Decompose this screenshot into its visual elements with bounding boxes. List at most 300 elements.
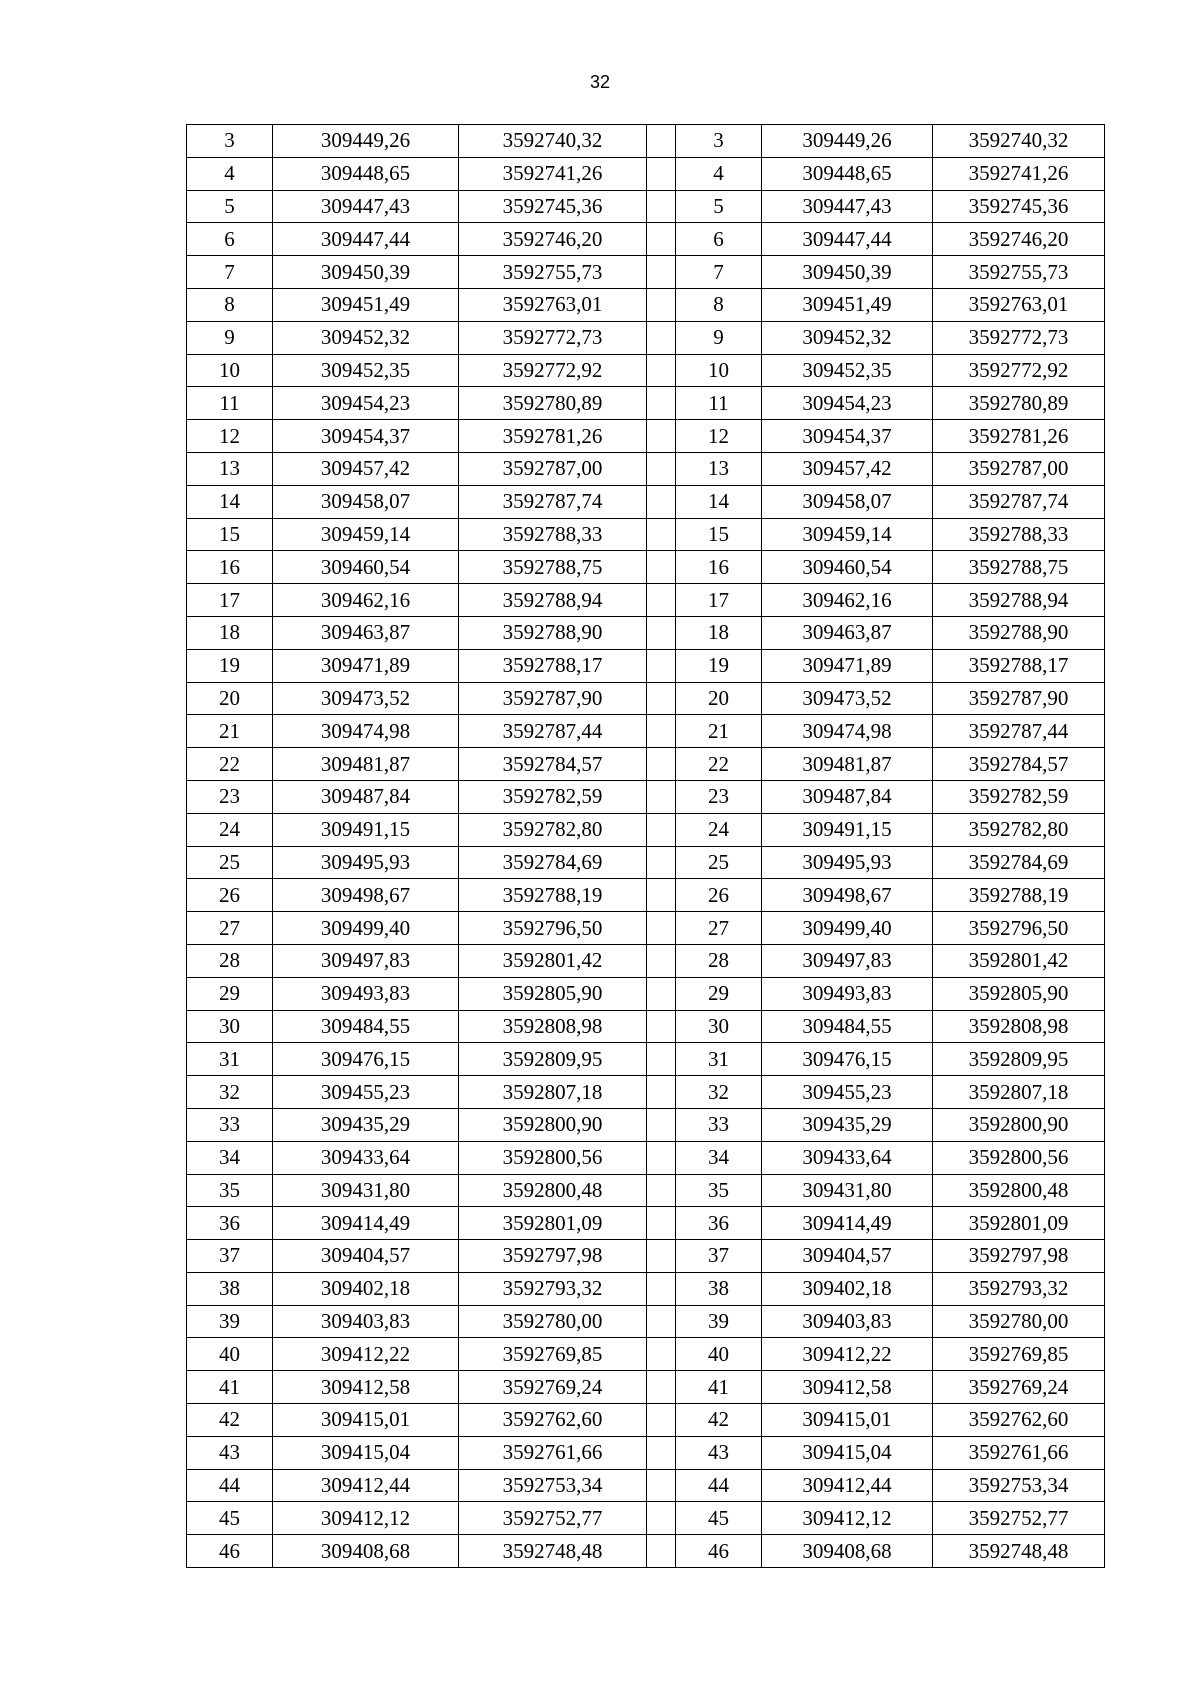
- right-x-coordinate: 309473,52: [762, 682, 933, 715]
- table-row: [187, 387, 1105, 420]
- table-row: [187, 1502, 1105, 1535]
- table-row: [187, 420, 1105, 453]
- left-point-number: 45: [187, 1502, 273, 1535]
- table-row: [187, 682, 1105, 715]
- right-x-coordinate: 309448,65: [762, 157, 933, 190]
- left-point-number: 27: [187, 912, 273, 945]
- right-y-coordinate: 3592772,92: [933, 354, 1105, 387]
- right-y-coordinate: 3592769,24: [933, 1371, 1105, 1404]
- left-y-coordinate: 3592808,98: [459, 1010, 647, 1043]
- table-row: [187, 1535, 1105, 1568]
- right-y-coordinate: 3592745,36: [933, 190, 1105, 223]
- left-point-number: 16: [187, 551, 273, 584]
- right-point-number: 46: [676, 1535, 762, 1568]
- right-x-coordinate: 309403,83: [762, 1305, 933, 1338]
- table-row: [187, 780, 1105, 813]
- separator-cell: [647, 452, 676, 485]
- left-point-number: 10: [187, 354, 273, 387]
- right-point-number: 14: [676, 485, 762, 518]
- left-point-number: 20: [187, 682, 273, 715]
- left-x-coordinate: 309451,49: [273, 288, 459, 321]
- separator-cell: [647, 912, 676, 945]
- separator-cell: [647, 1305, 676, 1338]
- table-row: [187, 190, 1105, 223]
- left-point-number: 35: [187, 1174, 273, 1207]
- left-x-coordinate: 309452,32: [273, 321, 459, 354]
- table-row: [187, 354, 1105, 387]
- left-x-coordinate: 309498,67: [273, 879, 459, 912]
- separator-cell: [647, 944, 676, 977]
- left-y-coordinate: 3592805,90: [459, 977, 647, 1010]
- left-point-number: 3: [187, 125, 273, 158]
- right-y-coordinate: 3592740,32: [933, 125, 1105, 158]
- table-row: [187, 748, 1105, 781]
- right-x-coordinate: 309402,18: [762, 1272, 933, 1305]
- left-y-coordinate: 3592752,77: [459, 1502, 647, 1535]
- right-y-coordinate: 3592761,66: [933, 1436, 1105, 1469]
- right-x-coordinate: 309497,83: [762, 944, 933, 977]
- table-row: [187, 912, 1105, 945]
- separator-cell: [647, 1010, 676, 1043]
- table-row: [187, 1371, 1105, 1404]
- separator-cell: [647, 748, 676, 781]
- right-x-coordinate: 309433,64: [762, 1141, 933, 1174]
- left-point-number: 34: [187, 1141, 273, 1174]
- right-y-coordinate: 3592788,90: [933, 616, 1105, 649]
- left-y-coordinate: 3592801,42: [459, 944, 647, 977]
- right-point-number: 10: [676, 354, 762, 387]
- left-point-number: 8: [187, 288, 273, 321]
- separator-cell: [647, 354, 676, 387]
- right-point-number: 5: [676, 190, 762, 223]
- left-y-coordinate: 3592780,00: [459, 1305, 647, 1338]
- left-point-number: 14: [187, 485, 273, 518]
- left-y-coordinate: 3592800,48: [459, 1174, 647, 1207]
- separator-cell: [647, 682, 676, 715]
- right-x-coordinate: 309455,23: [762, 1076, 933, 1109]
- separator-cell: [647, 1043, 676, 1076]
- left-point-number: 21: [187, 715, 273, 748]
- right-x-coordinate: 309452,35: [762, 354, 933, 387]
- left-x-coordinate: 309458,07: [273, 485, 459, 518]
- right-x-coordinate: 309462,16: [762, 584, 933, 617]
- left-point-number: 15: [187, 518, 273, 551]
- left-y-coordinate: 3592769,24: [459, 1371, 647, 1404]
- separator-cell: [647, 157, 676, 190]
- left-x-coordinate: 309474,98: [273, 715, 459, 748]
- right-y-coordinate: 3592800,56: [933, 1141, 1105, 1174]
- left-x-coordinate: 309459,14: [273, 518, 459, 551]
- left-x-coordinate: 309404,57: [273, 1240, 459, 1273]
- left-point-number: 6: [187, 223, 273, 256]
- table-row: [187, 584, 1105, 617]
- left-y-coordinate: 3592782,80: [459, 813, 647, 846]
- left-y-coordinate: 3592787,90: [459, 682, 647, 715]
- right-y-coordinate: 3592787,44: [933, 715, 1105, 748]
- right-point-number: 37: [676, 1240, 762, 1273]
- right-x-coordinate: 309487,84: [762, 780, 933, 813]
- right-x-coordinate: 309450,39: [762, 256, 933, 289]
- right-point-number: 19: [676, 649, 762, 682]
- left-x-coordinate: 309452,35: [273, 354, 459, 387]
- separator-cell: [647, 846, 676, 879]
- right-y-coordinate: 3592784,69: [933, 846, 1105, 879]
- right-point-number: 11: [676, 387, 762, 420]
- separator-cell: [647, 1371, 676, 1404]
- separator-cell: [647, 813, 676, 846]
- left-x-coordinate: 309402,18: [273, 1272, 459, 1305]
- table-row: [187, 288, 1105, 321]
- left-y-coordinate: 3592796,50: [459, 912, 647, 945]
- right-x-coordinate: 309451,49: [762, 288, 933, 321]
- left-x-coordinate: 309462,16: [273, 584, 459, 617]
- right-y-coordinate: 3592787,74: [933, 485, 1105, 518]
- table-row: [187, 1240, 1105, 1273]
- left-x-coordinate: 309433,64: [273, 1141, 459, 1174]
- left-x-coordinate: 309493,83: [273, 977, 459, 1010]
- right-y-coordinate: 3592769,85: [933, 1338, 1105, 1371]
- right-x-coordinate: 309499,40: [762, 912, 933, 945]
- right-y-coordinate: 3592801,42: [933, 944, 1105, 977]
- table-row: [187, 944, 1105, 977]
- right-point-number: 13: [676, 452, 762, 485]
- table-row: [187, 1010, 1105, 1043]
- right-point-number: 40: [676, 1338, 762, 1371]
- left-x-coordinate: 309491,15: [273, 813, 459, 846]
- right-x-coordinate: 309415,01: [762, 1404, 933, 1437]
- right-point-number: 23: [676, 780, 762, 813]
- table-row: [187, 157, 1105, 190]
- separator-cell: [647, 715, 676, 748]
- left-x-coordinate: 309414,49: [273, 1207, 459, 1240]
- right-point-number: 16: [676, 551, 762, 584]
- table-row: [187, 1108, 1105, 1141]
- right-point-number: 15: [676, 518, 762, 551]
- left-point-number: 40: [187, 1338, 273, 1371]
- left-point-number: 46: [187, 1535, 273, 1568]
- left-x-coordinate: 309497,83: [273, 944, 459, 977]
- right-point-number: 21: [676, 715, 762, 748]
- left-x-coordinate: 309412,58: [273, 1371, 459, 1404]
- left-y-coordinate: 3592788,75: [459, 551, 647, 584]
- left-y-coordinate: 3592746,20: [459, 223, 647, 256]
- right-y-coordinate: 3592805,90: [933, 977, 1105, 1010]
- table-row: [187, 616, 1105, 649]
- table-row: [187, 1174, 1105, 1207]
- left-x-coordinate: 309473,52: [273, 682, 459, 715]
- right-point-number: 32: [676, 1076, 762, 1109]
- right-point-number: 43: [676, 1436, 762, 1469]
- right-x-coordinate: 309493,83: [762, 977, 933, 1010]
- separator-cell: [647, 420, 676, 453]
- left-y-coordinate: 3592740,32: [459, 125, 647, 158]
- table-row: [187, 1141, 1105, 1174]
- left-point-number: 26: [187, 879, 273, 912]
- left-y-coordinate: 3592748,48: [459, 1535, 647, 1568]
- right-y-coordinate: 3592808,98: [933, 1010, 1105, 1043]
- left-x-coordinate: 309454,37: [273, 420, 459, 453]
- left-y-coordinate: 3592781,26: [459, 420, 647, 453]
- right-point-number: 20: [676, 682, 762, 715]
- table-row: [187, 256, 1105, 289]
- right-point-number: 38: [676, 1272, 762, 1305]
- left-x-coordinate: 309412,12: [273, 1502, 459, 1535]
- separator-cell: [647, 190, 676, 223]
- separator-cell: [647, 879, 676, 912]
- right-x-coordinate: 309412,12: [762, 1502, 933, 1535]
- right-point-number: 7: [676, 256, 762, 289]
- right-x-coordinate: 309435,29: [762, 1108, 933, 1141]
- left-point-number: 31: [187, 1043, 273, 1076]
- left-y-coordinate: 3592782,59: [459, 780, 647, 813]
- separator-cell: [647, 256, 676, 289]
- table-row: [187, 977, 1105, 1010]
- left-x-coordinate: 309495,93: [273, 846, 459, 879]
- left-y-coordinate: 3592780,89: [459, 387, 647, 420]
- separator-cell: [647, 387, 676, 420]
- separator-cell: [647, 1535, 676, 1568]
- right-point-number: 17: [676, 584, 762, 617]
- right-point-number: 42: [676, 1404, 762, 1437]
- left-point-number: 29: [187, 977, 273, 1010]
- right-x-coordinate: 309474,98: [762, 715, 933, 748]
- right-x-coordinate: 309454,23: [762, 387, 933, 420]
- left-point-number: 7: [187, 256, 273, 289]
- table-row: [187, 551, 1105, 584]
- right-y-coordinate: 3592787,00: [933, 452, 1105, 485]
- left-y-coordinate: 3592800,56: [459, 1141, 647, 1174]
- left-point-number: 17: [187, 584, 273, 617]
- right-x-coordinate: 309476,15: [762, 1043, 933, 1076]
- right-x-coordinate: 309484,55: [762, 1010, 933, 1043]
- left-x-coordinate: 309487,84: [273, 780, 459, 813]
- separator-cell: [647, 1436, 676, 1469]
- table-row: [187, 1043, 1105, 1076]
- right-x-coordinate: 309412,58: [762, 1371, 933, 1404]
- right-point-number: 12: [676, 420, 762, 453]
- right-y-coordinate: 3592763,01: [933, 288, 1105, 321]
- right-y-coordinate: 3592746,20: [933, 223, 1105, 256]
- left-y-coordinate: 3592753,34: [459, 1469, 647, 1502]
- left-point-number: 41: [187, 1371, 273, 1404]
- right-x-coordinate: 309458,07: [762, 485, 933, 518]
- separator-cell: [647, 616, 676, 649]
- separator-cell: [647, 223, 676, 256]
- left-x-coordinate: 309448,65: [273, 157, 459, 190]
- table-row: [187, 1272, 1105, 1305]
- separator-cell: [647, 1141, 676, 1174]
- right-point-number: 22: [676, 748, 762, 781]
- right-x-coordinate: 309404,57: [762, 1240, 933, 1273]
- left-y-coordinate: 3592787,74: [459, 485, 647, 518]
- separator-cell: [647, 551, 676, 584]
- table-row: [187, 223, 1105, 256]
- right-point-number: 28: [676, 944, 762, 977]
- right-x-coordinate: 309449,26: [762, 125, 933, 158]
- right-x-coordinate: 309415,04: [762, 1436, 933, 1469]
- left-x-coordinate: 309471,89: [273, 649, 459, 682]
- right-point-number: 4: [676, 157, 762, 190]
- left-point-number: 32: [187, 1076, 273, 1109]
- right-x-coordinate: 309457,42: [762, 452, 933, 485]
- table-row: [187, 518, 1105, 551]
- table-row: [187, 715, 1105, 748]
- table-row: [187, 846, 1105, 879]
- right-point-number: 25: [676, 846, 762, 879]
- separator-cell: [647, 321, 676, 354]
- separator-cell: [647, 125, 676, 158]
- left-y-coordinate: 3592745,36: [459, 190, 647, 223]
- left-y-coordinate: 3592772,92: [459, 354, 647, 387]
- right-point-number: 39: [676, 1305, 762, 1338]
- right-y-coordinate: 3592784,57: [933, 748, 1105, 781]
- right-point-number: 27: [676, 912, 762, 945]
- separator-cell: [647, 649, 676, 682]
- separator-cell: [647, 1404, 676, 1437]
- left-point-number: 13: [187, 452, 273, 485]
- right-y-coordinate: 3592800,90: [933, 1108, 1105, 1141]
- left-point-number: 43: [187, 1436, 273, 1469]
- right-point-number: 3: [676, 125, 762, 158]
- right-x-coordinate: 309447,43: [762, 190, 933, 223]
- right-x-coordinate: 309463,87: [762, 616, 933, 649]
- left-x-coordinate: 309499,40: [273, 912, 459, 945]
- table-row: [187, 649, 1105, 682]
- right-point-number: 8: [676, 288, 762, 321]
- right-y-coordinate: 3592748,48: [933, 1535, 1105, 1568]
- right-x-coordinate: 309431,80: [762, 1174, 933, 1207]
- left-x-coordinate: 309412,44: [273, 1469, 459, 1502]
- right-point-number: 34: [676, 1141, 762, 1174]
- separator-cell: [647, 1272, 676, 1305]
- left-y-coordinate: 3592762,60: [459, 1404, 647, 1437]
- left-point-number: 24: [187, 813, 273, 846]
- right-y-coordinate: 3592741,26: [933, 157, 1105, 190]
- left-point-number: 33: [187, 1108, 273, 1141]
- left-point-number: 38: [187, 1272, 273, 1305]
- table-row: [187, 485, 1105, 518]
- right-x-coordinate: 309452,32: [762, 321, 933, 354]
- right-x-coordinate: 309414,49: [762, 1207, 933, 1240]
- left-point-number: 44: [187, 1469, 273, 1502]
- right-point-number: 29: [676, 977, 762, 1010]
- left-y-coordinate: 3592793,32: [459, 1272, 647, 1305]
- right-y-coordinate: 3592807,18: [933, 1076, 1105, 1109]
- right-y-coordinate: 3592796,50: [933, 912, 1105, 945]
- left-x-coordinate: 309408,68: [273, 1535, 459, 1568]
- left-y-coordinate: 3592801,09: [459, 1207, 647, 1240]
- left-point-number: 19: [187, 649, 273, 682]
- table-row: [187, 1436, 1105, 1469]
- right-x-coordinate: 309412,22: [762, 1338, 933, 1371]
- left-point-number: 23: [187, 780, 273, 813]
- right-point-number: 45: [676, 1502, 762, 1535]
- left-y-coordinate: 3592784,69: [459, 846, 647, 879]
- left-x-coordinate: 309463,87: [273, 616, 459, 649]
- right-y-coordinate: 3592787,90: [933, 682, 1105, 715]
- table-row: [187, 1404, 1105, 1437]
- right-y-coordinate: 3592781,26: [933, 420, 1105, 453]
- left-y-coordinate: 3592788,19: [459, 879, 647, 912]
- right-y-coordinate: 3592788,94: [933, 584, 1105, 617]
- right-x-coordinate: 309412,44: [762, 1469, 933, 1502]
- table-row: [187, 879, 1105, 912]
- left-x-coordinate: 309415,04: [273, 1436, 459, 1469]
- left-point-number: 4: [187, 157, 273, 190]
- left-point-number: 30: [187, 1010, 273, 1043]
- left-y-coordinate: 3592763,01: [459, 288, 647, 321]
- right-point-number: 31: [676, 1043, 762, 1076]
- left-point-number: 18: [187, 616, 273, 649]
- left-y-coordinate: 3592787,44: [459, 715, 647, 748]
- right-point-number: 9: [676, 321, 762, 354]
- left-x-coordinate: 309403,83: [273, 1305, 459, 1338]
- right-x-coordinate: 309491,15: [762, 813, 933, 846]
- left-x-coordinate: 309454,23: [273, 387, 459, 420]
- right-x-coordinate: 309459,14: [762, 518, 933, 551]
- right-y-coordinate: 3592788,33: [933, 518, 1105, 551]
- left-x-coordinate: 309431,80: [273, 1174, 459, 1207]
- right-y-coordinate: 3592752,77: [933, 1502, 1105, 1535]
- left-y-coordinate: 3592809,95: [459, 1043, 647, 1076]
- right-y-coordinate: 3592780,00: [933, 1305, 1105, 1338]
- right-y-coordinate: 3592801,09: [933, 1207, 1105, 1240]
- left-y-coordinate: 3592788,17: [459, 649, 647, 682]
- left-y-coordinate: 3592788,94: [459, 584, 647, 617]
- right-x-coordinate: 309447,44: [762, 223, 933, 256]
- left-point-number: 12: [187, 420, 273, 453]
- right-point-number: 41: [676, 1371, 762, 1404]
- left-point-number: 37: [187, 1240, 273, 1273]
- left-x-coordinate: 309484,55: [273, 1010, 459, 1043]
- separator-cell: [647, 1108, 676, 1141]
- left-y-coordinate: 3592788,33: [459, 518, 647, 551]
- left-x-coordinate: 309460,54: [273, 551, 459, 584]
- right-point-number: 44: [676, 1469, 762, 1502]
- table-row: [187, 1469, 1105, 1502]
- right-x-coordinate: 309454,37: [762, 420, 933, 453]
- left-y-coordinate: 3592800,90: [459, 1108, 647, 1141]
- left-x-coordinate: 309455,23: [273, 1076, 459, 1109]
- right-point-number: 35: [676, 1174, 762, 1207]
- separator-cell: [647, 1174, 676, 1207]
- right-y-coordinate: 3592788,19: [933, 879, 1105, 912]
- left-x-coordinate: 309435,29: [273, 1108, 459, 1141]
- left-point-number: 5: [187, 190, 273, 223]
- separator-cell: [647, 1502, 676, 1535]
- left-y-coordinate: 3592787,00: [459, 452, 647, 485]
- left-point-number: 25: [187, 846, 273, 879]
- table-row: [187, 1305, 1105, 1338]
- right-y-coordinate: 3592762,60: [933, 1404, 1105, 1437]
- left-x-coordinate: 309449,26: [273, 125, 459, 158]
- left-point-number: 28: [187, 944, 273, 977]
- right-y-coordinate: 3592755,73: [933, 256, 1105, 289]
- separator-cell: [647, 518, 676, 551]
- separator-cell: [647, 584, 676, 617]
- separator-cell: [647, 1338, 676, 1371]
- separator-cell: [647, 288, 676, 321]
- right-x-coordinate: 309460,54: [762, 551, 933, 584]
- table-row: [187, 452, 1105, 485]
- table-row: [187, 321, 1105, 354]
- separator-cell: [647, 1469, 676, 1502]
- separator-cell: [647, 1207, 676, 1240]
- right-x-coordinate: 309408,68: [762, 1535, 933, 1568]
- left-x-coordinate: 309450,39: [273, 256, 459, 289]
- right-y-coordinate: 3592788,17: [933, 649, 1105, 682]
- left-x-coordinate: 309481,87: [273, 748, 459, 781]
